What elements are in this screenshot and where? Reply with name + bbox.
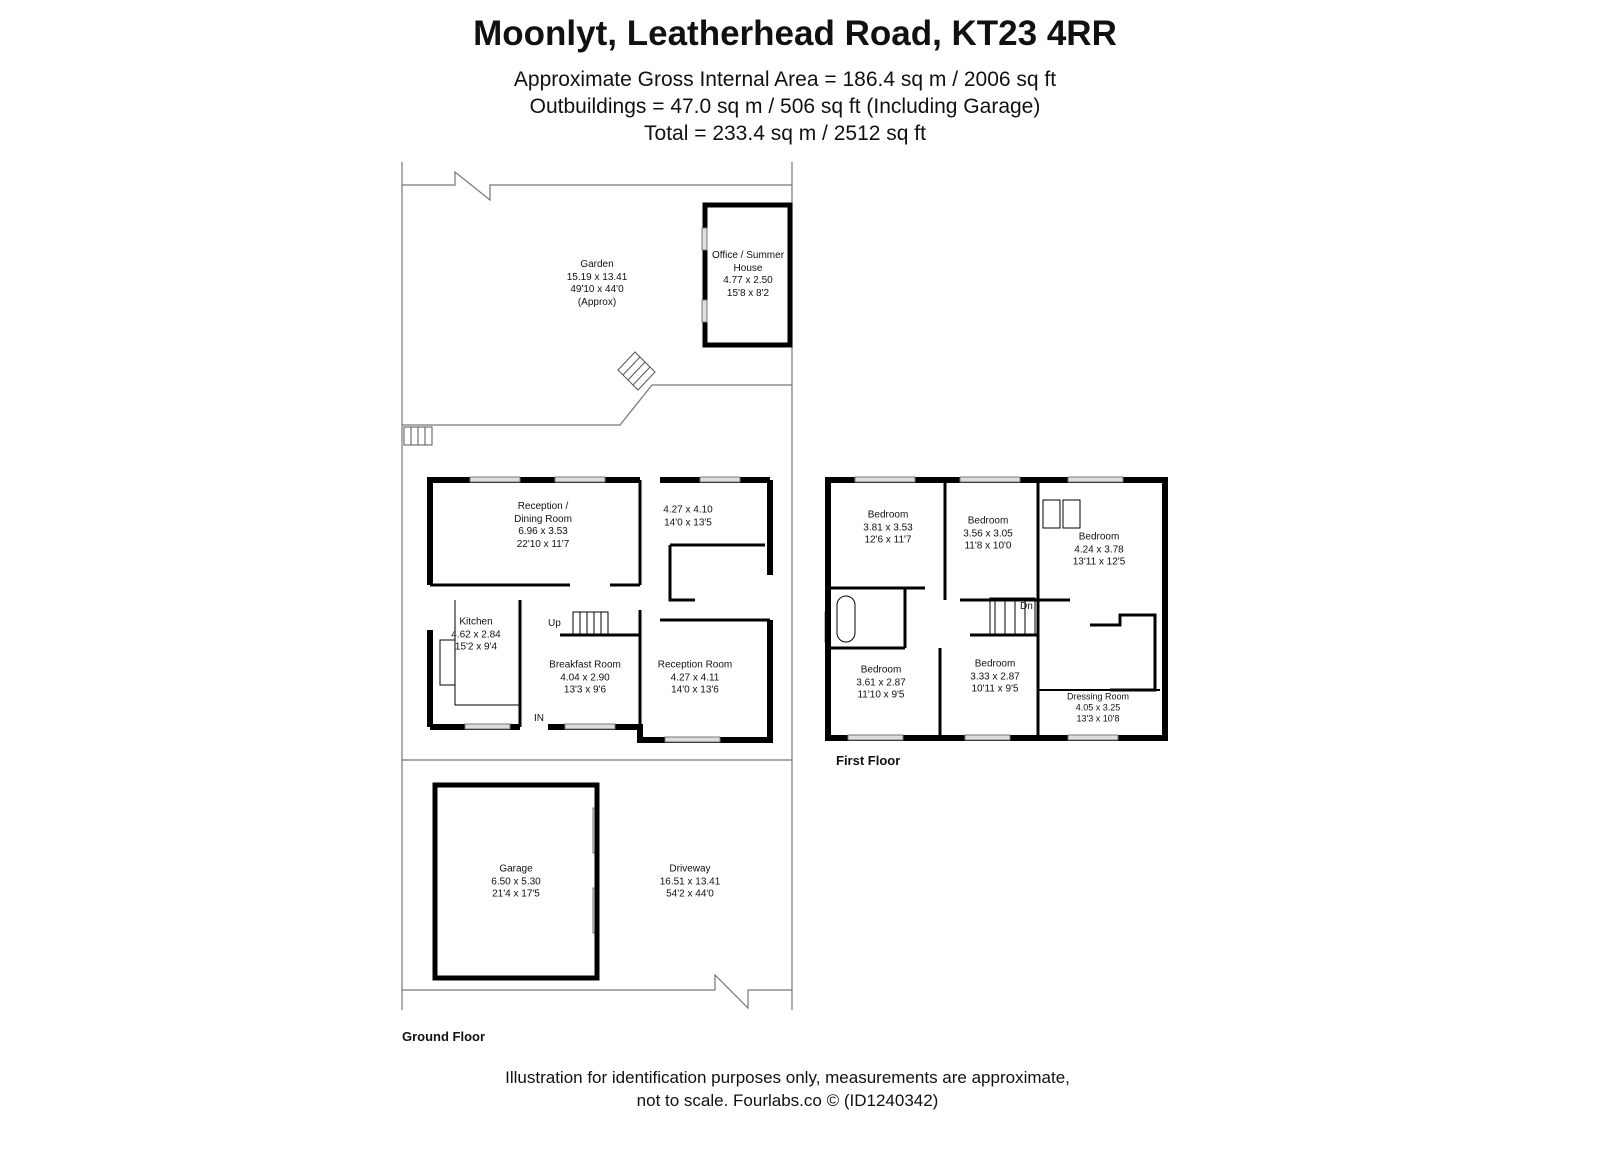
room-label-reception-room: Reception Room 4.27 x 4.11 14'0 x 13'6 [657, 659, 733, 696]
room-label-bedroom-1: Bedroom 3.81 x 3.53 12'6 x 11'7 [863, 509, 913, 546]
room-label-garage: Garage 6.50 x 5.30 21'4 x 17'5 [491, 863, 541, 900]
room-label-office: Office / Summer House 4.77 x 2.50 15'8 x 8'2 [711, 250, 785, 299]
room-label-dressing-room: Dressing Room 4.05 x 3.25 13'3 x 10'8 [1066, 691, 1130, 724]
room-label-utility: 4.27 x 4.10 14'0 x 13'5 [663, 504, 713, 528]
outbuildings-area: Outbuildings = 47.0 sq m / 506 sq ft (Including Garage) [529, 95, 1041, 118]
entrance-label: IN [534, 713, 544, 724]
windows [465, 228, 830, 933]
first-floor-label: First Floor [836, 753, 901, 768]
room-label-bedroom-5: Bedroom 3.33 x 2.87 10'11 x 9'5 [970, 658, 1020, 695]
property-title: Moonlyt, Leatherhead Road, KT23 4RR [473, 14, 1117, 53]
ground-floor-partitions [430, 480, 770, 740]
room-label-kitchen: Kitchen 4.62 x 2.84 15'2 x 9'4 [451, 616, 501, 653]
garden-steps [404, 352, 655, 445]
room-label-garden: Garden 15.19 x 13.41 49'10 x 44'0 (Approx) [566, 259, 628, 308]
room-label-driveway: Driveway 16.51 x 13.41 54'2 x 44'0 [659, 863, 721, 900]
room-label-bedroom-4: Bedroom 3.61 x 2.87 11'10 x 9'5 [856, 664, 906, 701]
ground-floor-label: Ground Floor [402, 1029, 486, 1044]
disclaimer-line-2: not to scale. Fourlabs.co © (ID1240342) [636, 1091, 939, 1110]
total-area: Total = 233.4 sq m / 2512 sq ft [644, 122, 926, 145]
gross-internal-area: Approximate Gross Internal Area = 186.4 sq m / 2006 sq ft [513, 68, 1057, 91]
room-label-bedroom-3: Bedroom 4.24 x 3.78 13'11 x 12'5 [1072, 531, 1126, 568]
ground-floor-walls [430, 480, 770, 740]
room-label-bedroom-2: Bedroom 3.56 x 3.05 11'8 x 10'0 [963, 515, 1013, 552]
stairs-down-label: Dn [1020, 601, 1033, 612]
stairs [573, 612, 608, 635]
room-label-breakfast: Breakfast Room 4.04 x 2.90 13'3 x 9'6 [549, 659, 621, 696]
room-label-reception-dining: Reception / Dining Room 6.96 x 3.53 22'10 x 11'7 [514, 501, 572, 550]
stairs-up-label: Up [548, 618, 561, 629]
disclaimer-line-1: Illustration for identification purposes only, measurements are approximate, [505, 1068, 1070, 1087]
